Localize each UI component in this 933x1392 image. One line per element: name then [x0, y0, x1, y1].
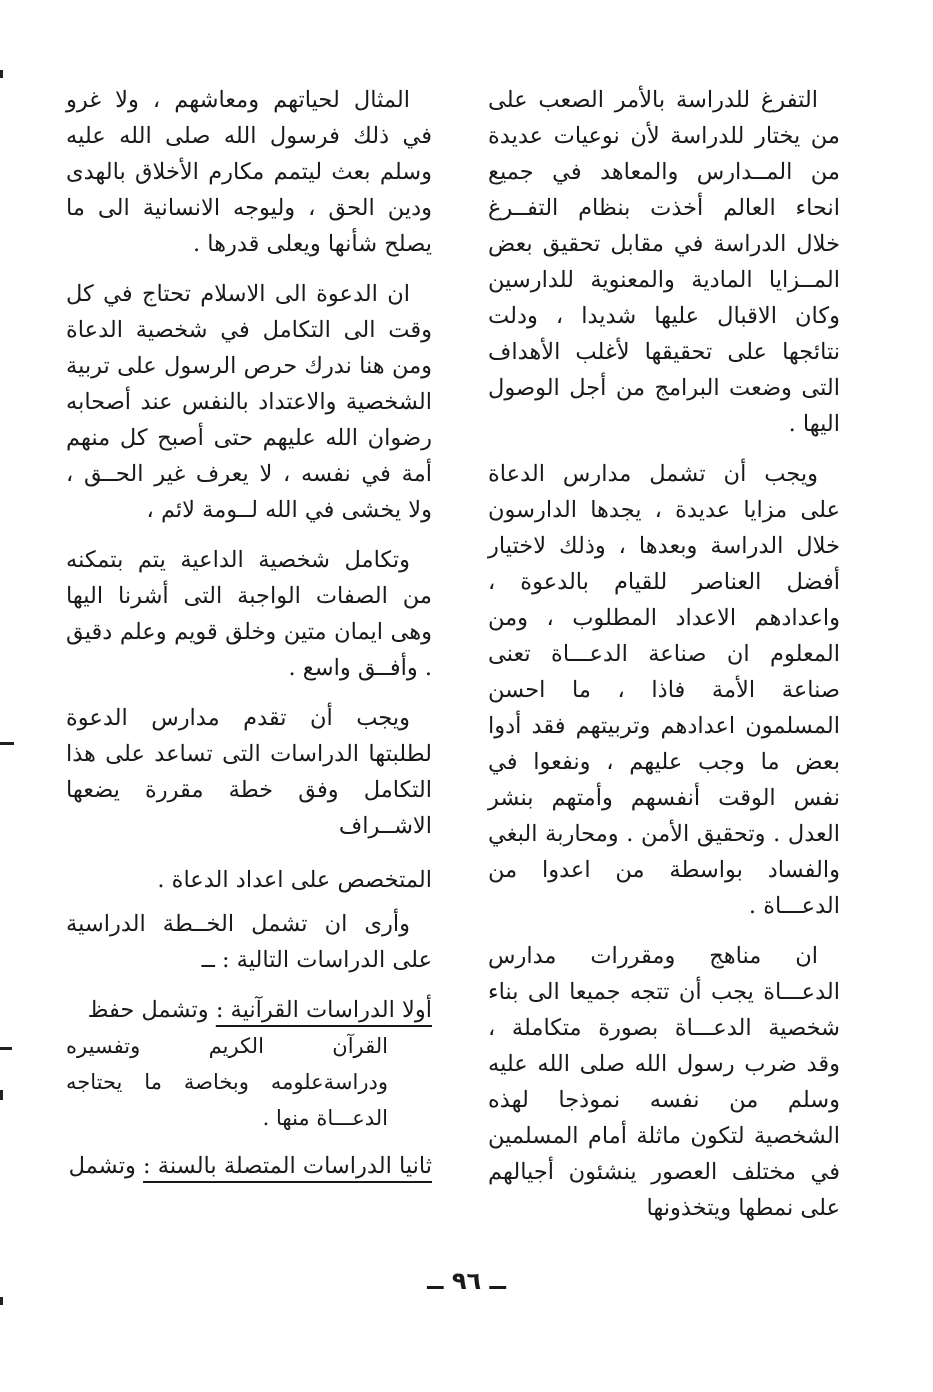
left-paragraph-4: ويجب أن تقدم مدارس الدعوة لطلبتها الدراسات التى تساعد على هذا التكامل وفق خطة مقررة يضعها الاشــراف	[66, 705, 432, 839]
right-paragraph-2: ويجب أن تشمل مدارس الدعاة على مزايا عديدة ، يجدها الدارسون خلال الدراسة وبعدها ، وذلك لاختيار أفضل العناصر للقيام بالدعوة ، واعدادهم الاعداد المطلوب ، ومن المعلوم ان صناعة الدعـــاة تعنى صناعة الأمة فاذا ، ما احسن المسلمون اعدادهم وتربيتهم فقد أدوا بعض ما وجب عليهم ، ونفعوا في نفس الوقت أنفسهم وأمتهم بنشر العدل . وتحقيق الأمن . ومحاربة البغي والفساد بواسطة من اعدوا من الدعـــاة .	[488, 461, 840, 919]
right-paragraph-1: التفرغ للدراسة بالأمر الصعب على من يختار للدراسة لأن نوعيات عديدة من المــدارس والمعاهد في جميع انحاء العالم أخذت بنظام التفــرغ خلال الدراسة في مقابل تحقيق بعض المــزايا المادية والمعنوية للدارسين وكان الاقبال عليها شديدا ، ودلت نتائجها على تحقيقها لأغلب الأهداف التى وضعت البرامج من أجل الوصول اليها .	[488, 87, 840, 437]
left-paragraph-6: وأرى ان تشمل الخــطة الدراسية على الدراسات التالية : ــ	[66, 911, 432, 973]
margin-mark	[0, 1047, 12, 1050]
left-paragraph-2: ان الدعوة الى الاسلام تحتاج في كل وقت الى التكامل في شخصية الدعاة ومن هنا ندرك حرص الرسول على تربية الشخصية والاعتداد بالنفس عند أصحابه رضوان الله عليهم حتى أصبح كل منهم أمة في نفسه ، لا يعرف غير الحــق ، ولا يخشى في الله لــومة لائم ،	[66, 281, 432, 523]
margin-mark	[0, 742, 14, 745]
left-paragraph-1: المثال لحياتهم ومعاشهم ، ولا غرو في ذلك فرسول الله صلى الله عليه وسلم بعث ليتمم مكارم الأخلاق بالهدى ودين الحق ، وليوجه الانسانية الى ما يصلح شأنها ويعلى قدرها .	[66, 87, 432, 257]
item-1-heading: أولا الدراسات القرآنية :	[215, 997, 432, 1023]
margin-mark	[0, 1297, 3, 1305]
margin-mark	[0, 1090, 3, 1100]
left-paragraph-5: المتخصص على اعداد الدعاة .	[157, 867, 432, 893]
item-1-rest: وتشمل حفظ	[87, 997, 209, 1023]
item-1-body: القرآن الكريم وتفسيره ودراسةعلومه وبخاصة ما يحتاجه الدعـــاة منها .	[66, 1034, 388, 1130]
right-column	[488, 82, 840, 1240]
item-2-rest: وتشمل	[68, 1153, 136, 1179]
margin-mark	[0, 70, 3, 78]
right-paragraph-3: ان مناهج ومقررات مدارس الدعـــاة يجب أن تتجه جميعا الى بناء شخصية الدعـــاة بصورة متكاملة ، وقد ضرب رسول الله صلى الله عليه وسلم من نفسه نموذجا لهذه الشخصية لتكون ماثلة أمام المسلمين في مختلف العصور ينشئون أجيالهم على نمطها ويتخذونها	[488, 943, 840, 1221]
left-column	[66, 82, 432, 1184]
item-2-heading: ثانيا الدراسات المتصلة بالسنة :	[143, 1153, 432, 1179]
left-paragraph-3: وتكامل شخصية الداعية يتم بتمكنه من الصفات الواجبة التى أشرنا اليها وهى ايمان متين وخلق قويم وعلم دقيق . وأفــق واسع .	[66, 547, 432, 681]
item-2-line	[66, 1148, 432, 1184]
page-number: ــ ٩٦ ــ	[427, 1267, 506, 1295]
item-1-line	[66, 992, 432, 1028]
